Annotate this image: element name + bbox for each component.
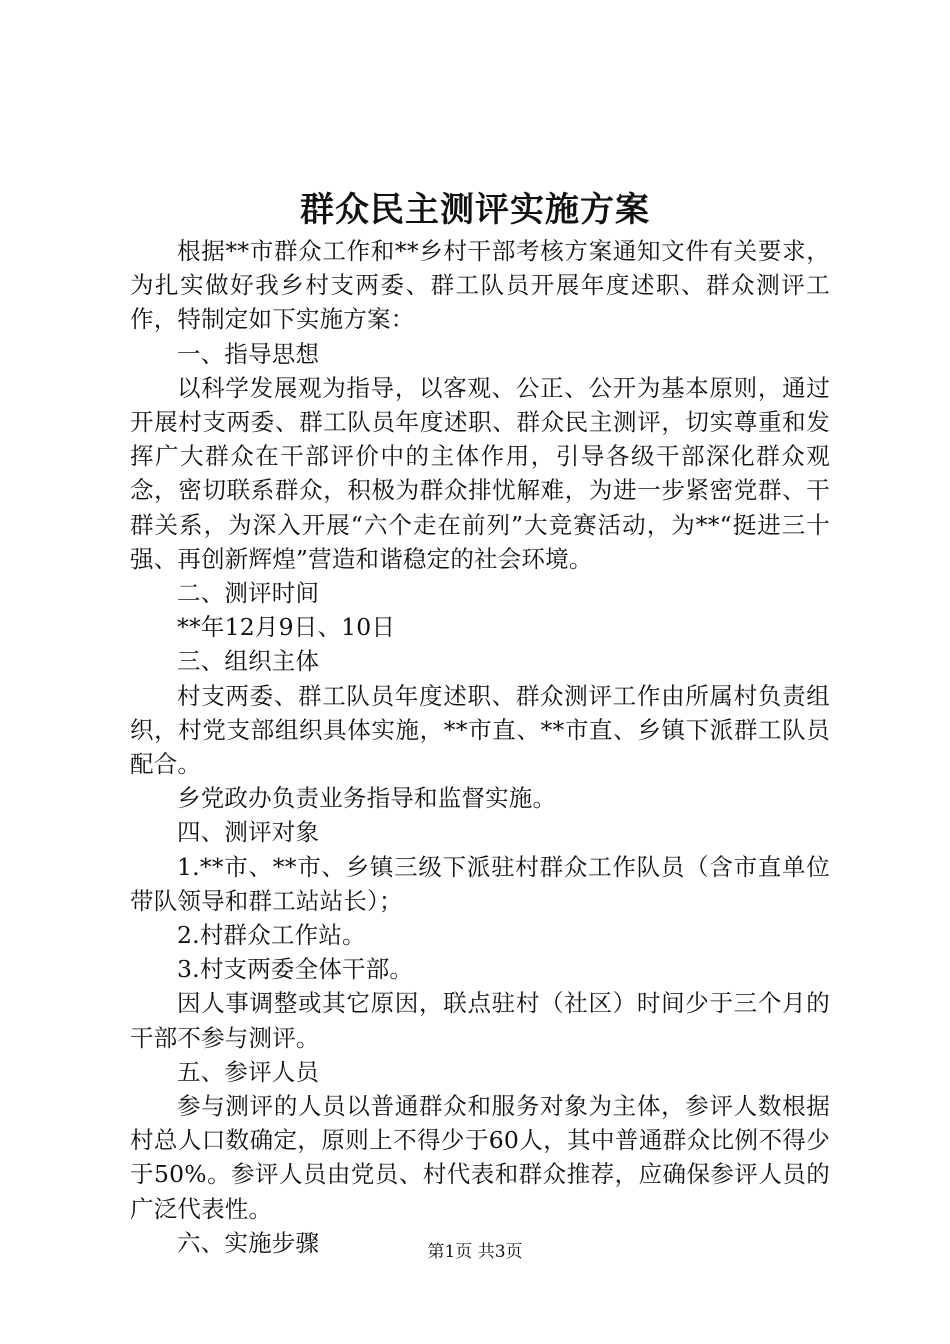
heading-guiding-ideology: 一、指导思想 xyxy=(177,339,320,368)
paragraph-evaluation-time: **年12月9日、10日 xyxy=(177,613,396,642)
paragraph-participants: 参与测评的人员以普通群众和服务对象为主体，参评人数根据村总人口数确定，原则上不得少于60人，其中普通群众比例不得少于50%。参评人员由党员、村代表和群众推荐，应确保参评人员的广泛代表性。 xyxy=(130,1092,830,1223)
heading-evaluation-time: 二、测评时间 xyxy=(177,579,320,608)
paragraph-intro: 根据**市群众工作和**乡村干部考核方案通知文件有关要求，为扎实做好我乡村支两委、群工队员开展年度述职、群众测评工作，特制定如下实施方案： xyxy=(130,237,830,334)
heading-evaluation-targets: 四、测评对象 xyxy=(177,818,320,847)
heading-participants: 五、参评人员 xyxy=(177,1057,320,1086)
document-title: 群众民主测评实施方案 xyxy=(300,190,650,230)
page-number-footer: 第1页 共3页 xyxy=(427,1242,523,1262)
heading-organizer: 三、组织主体 xyxy=(177,647,320,676)
heading-implementation-steps: 六、实施步骤 xyxy=(177,1228,320,1257)
paragraph-supervision: 乡党政办负责业务指导和监督实施。 xyxy=(177,784,557,813)
list-item-target-1: 1.**市、**市、乡镇三级下派驻村群众工作队员（含市直单位带队领导和群工站站长）； xyxy=(130,852,830,915)
list-item-target-2: 2.村群众工作站。 xyxy=(177,921,366,950)
paragraph-exclusion: 因人事调整或其它原因，联点驻村（社区）时间少于三个月的干部不参与测评。 xyxy=(130,989,830,1052)
document-body xyxy=(130,234,830,1260)
paragraph-organizer: 村支两委、群工队员年度述职、群众测评工作由所属村负责组织，村党支部组织具体实施，**市直、**市直、乡镇下派群工队员配合。 xyxy=(130,681,830,779)
paragraph-guiding-ideology: 以科学发展观为指导，以客观、公正、公开为基本原则，通过开展村支两委、群工队员年度述职、群众民主测评，切实尊重和发挥广大群众在干部评价中的主体作用，引导各级干部深化群众观念，密切联系群众，积极为群众排忧解难，为进一步紧密党群、干群关系，为深入开展“六个走在前列”大竞赛活动，为**“挺进三十强、再创新辉煌”营造和谐稳定的社会环境。 xyxy=(130,373,830,573)
list-item-target-3: 3.村支两委全体干部。 xyxy=(177,955,414,984)
